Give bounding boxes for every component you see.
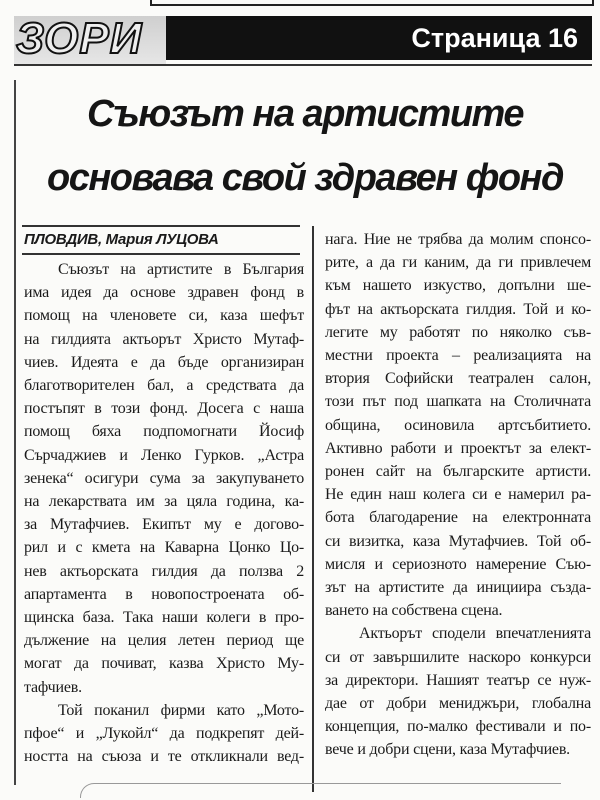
article-line: този път под шапката на Столичната: [325, 393, 591, 411]
divider: [14, 64, 592, 66]
article-line: зенека“ осигури сума за закупуването: [24, 469, 304, 487]
article-line: нага. Ние не трябва да молим спонсо-: [325, 231, 591, 248]
article-line: дае от добри мениджъри, глобална: [325, 695, 591, 713]
clipping-edge: [80, 783, 561, 798]
article-line: чиев. Идеята е да бъде организиран: [24, 353, 304, 371]
article-line: рил и с кмета на Каварна Цонко Цо-: [24, 539, 304, 557]
article-line: втория Софийски театрален салон,: [325, 370, 591, 388]
divider: [14, 80, 16, 785]
article-line: помощ бяха подпомогнати Йосиф: [24, 423, 304, 441]
article-line: нев актьорската гилдия да ползва 2: [24, 562, 304, 580]
article-line: Той поканил фирми като „Мото-: [58, 701, 304, 719]
article-line: бота благодарение на електронната: [325, 509, 591, 527]
divider: [22, 225, 300, 227]
article-line: концепция, по-малко фестивали и по-: [325, 718, 591, 736]
article-line: тафчиев.: [24, 678, 82, 696]
article-line: община, осиновила артсъбитието.: [325, 416, 591, 434]
article-line: Актьорът сподели впечатленията: [359, 625, 591, 643]
article-column-right: [325, 228, 591, 762]
divider: [22, 253, 300, 255]
article-line: Съюзът на артистите в България: [58, 261, 304, 278]
article-line: ността на съюза и те откликнали вед-: [24, 748, 304, 766]
article-line: за директори. Нашият театър се нуж-: [325, 671, 591, 689]
article-line: легите му работят по няколко съв-: [325, 323, 591, 341]
article-line: Активно работи и проектът за елект-: [325, 439, 591, 457]
article-line: рите, а да ги каним, да ги привлечем: [325, 254, 591, 272]
article-line: апартамента в новопостроената об-: [24, 585, 304, 603]
article-line: пфое“ и „Лукойл“ да подкрепят дей-: [24, 725, 304, 743]
article-line: постъпят в този фонд. Досега с наша: [24, 400, 304, 418]
masthead-band: [166, 16, 592, 60]
article-line: има идея да основе здравен фонд в: [24, 284, 304, 302]
article-line: благотворителен бал, а средствата да: [24, 377, 304, 395]
top-frame: [150, 0, 594, 6]
page-number: Страница 16: [411, 23, 578, 53]
article-line: ването на собствена сцена.: [325, 602, 503, 620]
article-line: фът на актьорската гилдия. Той и ко-: [325, 300, 591, 318]
masthead-logo: ЗОРИ: [16, 14, 143, 63]
headline-line-1: Съюзът на артистите: [87, 93, 523, 135]
article-line: ронен сайт на българските артисти.: [325, 463, 591, 481]
article-line: щинска база. Така наши колеги в про-: [24, 609, 304, 627]
article-line: дължение на целия летен период ще: [24, 632, 304, 650]
article-line: могат да почиват, казва Христо Му-: [24, 655, 304, 673]
article-line: помощ на членовете си, каза шефът: [24, 307, 304, 325]
article-line: зът на артистите да инициира създа-: [325, 579, 591, 597]
article-line: си визитка, каза Мутафчиев. Той об-: [325, 532, 591, 550]
article-line: Сърчаджиев и Ленко Гурков. „Астра: [24, 446, 304, 464]
article-line: към нашето изкуство, допълни ше-: [325, 277, 591, 295]
article-line: си от завършилите наскоро конкурси: [325, 648, 591, 666]
headline-line-2: основава свой здравен фонд: [46, 157, 563, 199]
column-divider: [312, 226, 314, 792]
article-line: Не един наш колега си е намерил ра-: [325, 486, 591, 504]
article-line: на лекарствата им за цяла година, ка-: [24, 493, 304, 511]
article-line: вече и добри сцени, каза Мутафчиев.: [325, 741, 570, 759]
article-line: на гилдията актьорът Христо Мутаф-: [24, 330, 304, 348]
article-line: за Мутафчиев. Екипът му е догово-: [24, 516, 304, 534]
byline: ПЛОВДИВ, Мария ЛУЦОВА: [24, 231, 219, 248]
article-line: мисля и сериозното намерение Съю-: [325, 555, 591, 573]
masthead-logo-box: [14, 16, 166, 64]
article-line: местни проекта – реализацията на: [325, 347, 591, 365]
article-column-left: [24, 258, 304, 768]
